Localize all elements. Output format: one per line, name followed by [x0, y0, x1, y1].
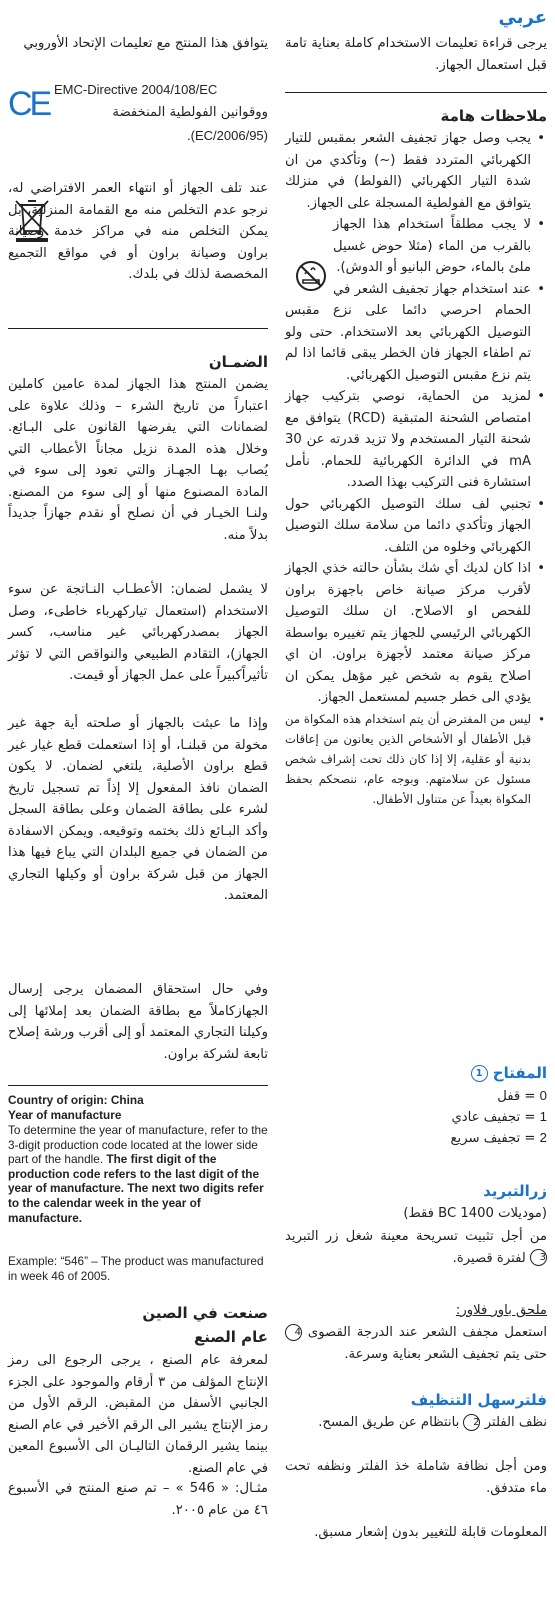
lvd-directive: (2006/95/EC). — [187, 128, 268, 143]
filter-heading: فلترسهل التنظيف — [410, 1391, 547, 1409]
year-heading-en: Year of manufacture — [8, 1108, 122, 1122]
ref-number: 2 — [463, 1414, 480, 1431]
ce-mark-logo: CE — [8, 85, 50, 123]
year-heading-ar: عام الصنع — [193, 1328, 268, 1346]
note-item: • يجب وصل جهاز تجفيف الشعر بمقبس للتيار الكهربائي المتردد فقط (~) وتأكدي من ان شدة التيار الكهربائي (الفولط) في منزلك يتوافق مع الفولطية المسجلة على الجهاز. — [285, 128, 547, 214]
divider — [8, 328, 268, 329]
booster-text: استعمل مجفف الشعر عند الدرجة القصوى 4 حتى يتم تجفيف الشعر بعناية وسرعة. — [285, 1322, 547, 1365]
divider — [8, 1085, 268, 1086]
child-note: • ليس من المفترض أن يتم استخدام هذه المكواة من قبل الأطفال أو الأشخاص الذين يعانون من إعاقات بدنية أو عقلية، إلا إذا كان ذلك تحت إشراف شخص مسئول عن سلامتهم. وبوجه عام، ننصحكم بحفظ المكواة بعيداً عن متناول الأطفال. — [285, 709, 547, 809]
ref-number: 1 — [471, 1065, 488, 1082]
note-item: • عند استخدام جهاز تجفيف الشعر في الحمام احرصي دائما على نزع مقبس التوصيل الكهربائي بعد الاستخدام. حتى ولو تم اطفاء الجهاز فان الخطر يبقى قائما اذا لم يتم نزع مقبس التوصيل الكهربائي. — [285, 279, 547, 387]
language-title: عربي — [498, 7, 547, 28]
booster-heading: ملحق باور فلاور: — [455, 1303, 547, 1318]
ref-number: 3 — [530, 1249, 547, 1266]
warranty-paragraph: لا يشمل لضمان: الأعطـاب النـاتجة عن سوء الاستخدام (استعمال تياركهرباء خاطىء، وصل الجهاز بمصدركهربائي غير مناسب، كسر الجهاز)، التقادم الطبيعي والنواقص التي لا تؤثر تأثيراًكبيراً على عمل الجهاز أو قيمت. — [8, 582, 268, 683]
year-text-ar: لمعرفة عام الصنع ، يرجى الرجوع الى رمز الإنتاج المؤلف من ٣ أرقام والموجود على الجزء الجانبي الأسفل من المقبض. الرقم الأول من رمز الإنتاج يشير الى الرقم الأخير في عام الصنع بينما يشير الرقمان التاليـان الى الأسبوع المعين في عام الصنع. — [8, 1353, 268, 1476]
warranty-paragraph: وفي حال استحقاق المضمان يرجى إرسال الجهازكاملاً مع بطاقة الضمان بعد إملائها إلى وكيلنا التجاري المعتمد أو إلى أقرب ورشة إصلاح تابعة لشركة براون. — [8, 982, 268, 1062]
year-text-en: To determine the year of manufacture, refer to the 3-digit production code located at the lower side part of the handle. The first digit of the production code refers to the last digit of the year of manufacture. The next two digits refer to the calendar week in the year of manufacture. — [8, 1123, 268, 1225]
cool-text: من أجل تثبيت تسريحة معينة شغل زر التبريد 3 لفترة قصيرة. — [285, 1229, 547, 1266]
ref-number: 4 — [285, 1324, 302, 1341]
key-heading — [285, 1062, 547, 1084]
notes-list — [285, 128, 547, 809]
key-item: 2 = تجفيف سريع — [450, 1130, 547, 1146]
subject-to-change: المعلومات قابلة للتغيير بدون إشعار مسبق. — [314, 1525, 547, 1540]
warranty-paragraph: وإذا ما عبثت بالجهاز أو صلحته أية جهة غير مخولة من قبلنـا، أو إذا استعملت قطع غيار غير قطع براون الأصلية، يلتغي لضمان. لا يكون الضمان نافذ المفعول إلا إذاً تم تسجيل تاريخ لشرء على بطاقة الضمان وعلى بطاقة السجل وأكد البـائع ذلك بختمه وتوقيعه. ويمكن الاسفادة من الضمان في جميع البلدان التي يباع فيها هذا الجهاز من قبل شركة براون أو وكيلها التجاري المعتمد. — [8, 716, 268, 903]
year-example-ar: مثـال: « 546 » – تم صنع المنتج في الأسبوع ٤٦ من عام ٢٠٠٥. — [8, 1481, 268, 1518]
origin-en: Country of origin: China — [8, 1093, 144, 1107]
warranty-heading: الضمـان — [208, 353, 268, 371]
note-item: • لمزيد من الحماية، نوصي بتركيب جهاز امتصاص الشحنة المتبقية (RCD) يتوافق مع شحنة التيار المستخدم ولا تزيد قدرته عن 30 mA في الدائرة الكهربائية للحمام. نأمل استشارة فنى التركيب بهذا الصدد. — [285, 386, 547, 494]
note-item: • اذا كان لديك أي شك بشأن حالته خذي الجهاز لأقرب مركز صيانة خاص باجهزة براون للفحص او الاصلاح. ان سلك التوصيل الكهربائي الرئيسي للجهاز يتم تغييره بواسطة مركز صيانة معتمد لأجهزة براون. ان اي اصلاح يقوم به شخص غير مؤهل يمكن ان يؤدي الى خطر جسيم لمستعمل الجهاز. — [285, 558, 547, 709]
origin-ar: صنعت في الصين — [142, 1304, 268, 1322]
note-text: لا يجب مطلقاً استخدام هذا الجهاز بالقرب من الماء (مثلا حوض غسيل ملئ بالماء، حوض البانيو أو الدوش). — [333, 217, 531, 275]
emc-directive: EMC-Directive 2004/108/EC — [54, 82, 218, 97]
cool-models: (موديلات BC 1400 فقط) — [403, 1206, 547, 1221]
eu-compliance-text: يتوافق هذا المنتج مع تعليمات الإتحاد الأوروبي — [23, 36, 268, 51]
note-item: • تجنبي لف سلك التوصيل الكهربائي حول الجهاز وتأكدي دائما من سلامة سلك التوصيل الكهربائي وخلوه من التلف. — [285, 494, 547, 559]
divider — [285, 92, 547, 93]
key-item: 1 = تجفيف عادي — [451, 1109, 547, 1125]
year-example-en: Example: “546” – The product was manufactured in week 46 of 2005. — [8, 1254, 264, 1283]
key-heading-text: المفتاح — [492, 1064, 547, 1082]
intro-text: يرجى قراءة تعليمات الاستخدام كاملة بعناية تامة قبل استعمال الجهاز. — [285, 36, 547, 73]
key-list — [285, 1086, 547, 1149]
warranty-paragraph: يضمن المنتج هذا الجهاز لمدة عامين كاملين اعتباراً من تاريخ الشرء – وذلك علاوة على لضمانات التي يفرضها القانون على البـائع. وخلال هذه المدة نزيل مجاناً الأعطاب التي يُصاب بهـا الجهـاز والتي تعود إلى سوء في المادة المصنوع منها أو إلى سوء من المصنع. ولنـا الخيـار في أن نصلح أو نقدم جهازاً جديداً بدلاً منه. — [8, 377, 268, 543]
disposal-text: عند تلف الجهاز أو انتهاء العمر الافتراضي له، نرجو عدم التخلص منه مع القمامة المنزلية، بل يمكن التخلص منه في مراكز خدمة وصيانة براون وصيانة براون أو في مواقع التجميع المخصصة لذلك في بلدك. — [8, 181, 268, 282]
notes-heading: ملاحظات هامة — [440, 107, 547, 125]
key-item: 0 = قفل — [497, 1088, 547, 1104]
lvd-text: ووقوانين الفولطية المنخفضة — [112, 105, 268, 120]
filter-text: نظف الفلتر 2 بانتظام عن طريق المسح. — [318, 1415, 547, 1430]
filter-text-2: ومن أجل نظافة شاملة خذ الفلتر ونظفه تحت ماء متدفق. — [285, 1459, 547, 1496]
cool-heading: زرالتبريد — [483, 1182, 547, 1200]
note-item — [285, 214, 547, 279]
